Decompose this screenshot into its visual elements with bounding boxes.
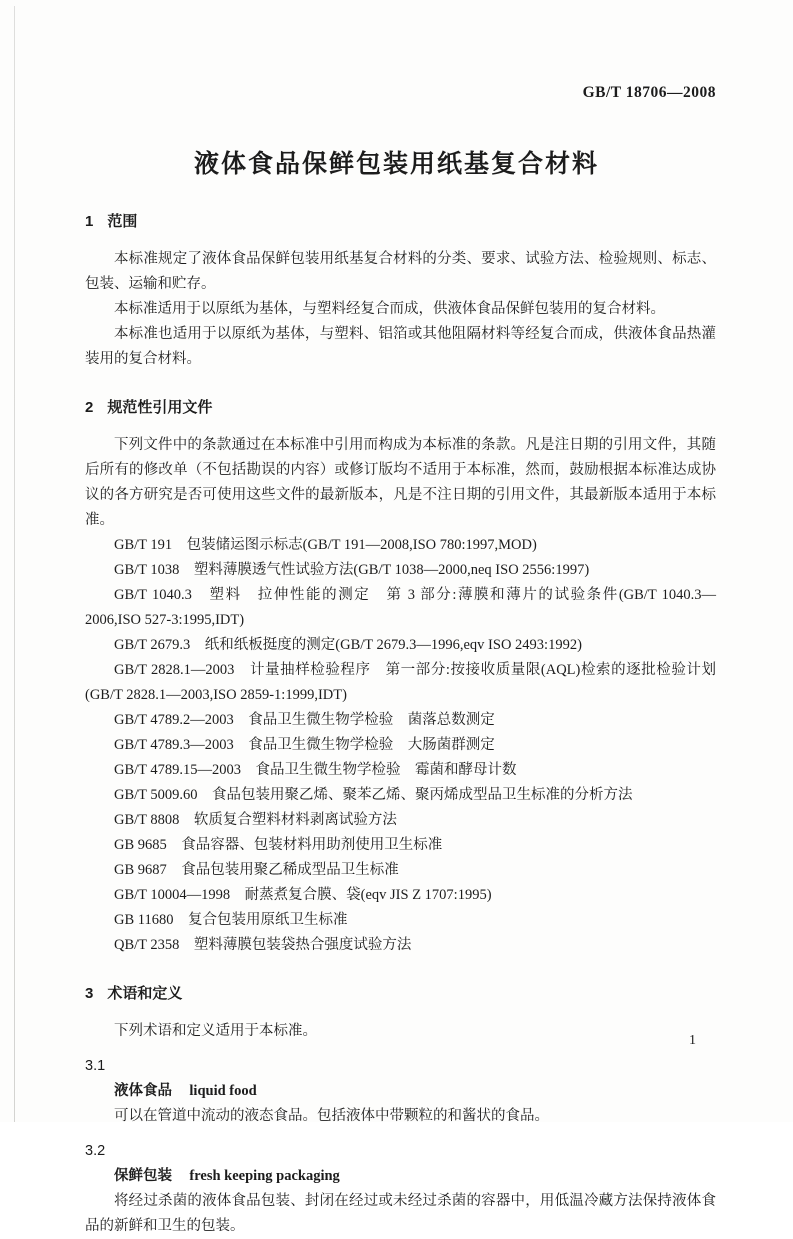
- term-line: [85, 1164, 716, 1189]
- term-chinese: 液体食品: [114, 1083, 172, 1099]
- term-number: 3.2: [85, 1143, 106, 1159]
- section-3-heading: [85, 982, 716, 1003]
- section-2-intro: 下列文件中的条款通过在本标准中引用而构成为本标准的条款。凡是注日期的引用文件，其随后所有的修改单（不包括勘误的内容）或修订版均不适用于本标准，然而，鼓励根据本标准达成协议的各方研究是否可使用这些文件的最新版本，凡是不注日期的引用文件，其最新版本适用于本标准。: [85, 437, 716, 528]
- reference-item: GB/T 4789.3—2003 食品卫生微生物学检验 大肠菌群测定: [114, 737, 495, 753]
- section-2-title: 规范性引用文件: [107, 399, 213, 416]
- section-1-title: 范围: [107, 213, 138, 230]
- term-line: [85, 1079, 716, 1104]
- scan-edge-line: [14, 6, 15, 1122]
- document-body: [85, 210, 716, 1239]
- section-1-paragraph: 本标准规定了液体食品保鲜包装用纸基复合材料的分类、要求、试验方法、检验规则、标志、包装、运输和贮存。: [85, 251, 716, 292]
- term-definition: 可以在管道中流动的液态食品。包括液体中带颗粒的和酱状的食品。: [114, 1108, 549, 1124]
- term-entry-3-2: [85, 1139, 716, 1239]
- term-english: fresh keeping packaging: [189, 1168, 340, 1184]
- page-header: [0, 0, 793, 102]
- section-3-title: 术语和定义: [107, 985, 183, 1002]
- section-1-paragraph: 本标准也适用于以原纸为基体，与塑料、铝箔或其他阻隔材料等经复合而成，供液体食品热灌装用的复合材料。: [85, 326, 716, 367]
- reference-item: GB/T 4789.15—2003 食品卫生微生物学检验 霉菌和酵母计数: [114, 762, 517, 778]
- reference-item: GB/T 8808 软质复合塑料材料剥离试验方法: [114, 812, 397, 828]
- term-chinese: 保鲜包装: [114, 1168, 172, 1184]
- reference-item: GB 11680 复合包装用原纸卫生标准: [114, 912, 348, 928]
- section-1-number: 1: [85, 213, 94, 230]
- reference-item: GB 9685 食品容器、包装材料用助剂使用卫生标准: [114, 837, 443, 853]
- reference-item: GB/T 5009.60 食品包装用聚乙烯、聚苯乙烯、聚丙烯成型品卫生标准的分析方法: [114, 787, 633, 803]
- reference-item: QB/T 2358 塑料薄膜包装袋热合强度试验方法: [114, 937, 412, 953]
- reference-item: GB/T 191 包装储运图示标志(GB/T 191—2008,ISO 780:1997,MOD): [114, 537, 537, 553]
- reference-item: GB/T 1040.3 塑料 拉伸性能的测定 第 3 部分:薄膜和薄片的试验条件(GB/T 1040.3—2006,ISO 527-3:1995,IDT): [85, 587, 716, 628]
- section-1-paragraph: 本标准适用于以原纸为基体，与塑料经复合而成，供液体食品保鲜包装用的复合材料。: [114, 301, 665, 317]
- document-title: 液体食品保鲜包装用纸基复合材料: [193, 150, 599, 178]
- reference-item: GB/T 2828.1—2003 计量抽样检验程序 第一部分:按接收质量限(AQL)检索的逐批检验计划(GB/T 2828.1—2003,ISO 2859-1:1999,IDT): [85, 662, 716, 703]
- section-2-heading: [85, 396, 716, 417]
- section-1-heading: [85, 210, 716, 231]
- term-english: liquid food: [189, 1083, 257, 1099]
- reference-item: GB/T 1038 塑料薄膜透气性试验方法(GB/T 1038—2000,neq ISO 2556:1997): [114, 562, 590, 578]
- standard-code: GB/T 18706—2008: [582, 84, 716, 101]
- term-entry-3-1: [85, 1054, 716, 1129]
- section-3-intro: 下列术语和定义适用于本标准。: [114, 1023, 317, 1039]
- normative-references-list: [85, 533, 716, 958]
- reference-item: GB/T 2679.3 纸和纸板挺度的测定(GB/T 2679.3—1996,eqv ISO 2493:1992): [114, 637, 582, 653]
- term-definition: 将经过杀菌的液体食品包装、封闭在经过或未经过杀菌的容器中，用低温冷藏方法保持液体食品的新鲜和卫生的包装。: [85, 1193, 716, 1234]
- section-3-number: 3: [85, 985, 94, 1002]
- term-number: 3.1: [85, 1058, 106, 1074]
- reference-item: GB/T 4789.2—2003 食品卫生微生物学检验 菌落总数测定: [114, 712, 495, 728]
- reference-item: GB 9687 食品包装用聚乙稀成型品卫生标准: [114, 862, 399, 878]
- reference-item: GB/T 10004—1998 耐蒸煮复合膜、袋(eqv JIS Z 1707:1995): [114, 887, 492, 903]
- page-number: 1: [689, 1033, 696, 1048]
- section-2-number: 2: [85, 399, 94, 416]
